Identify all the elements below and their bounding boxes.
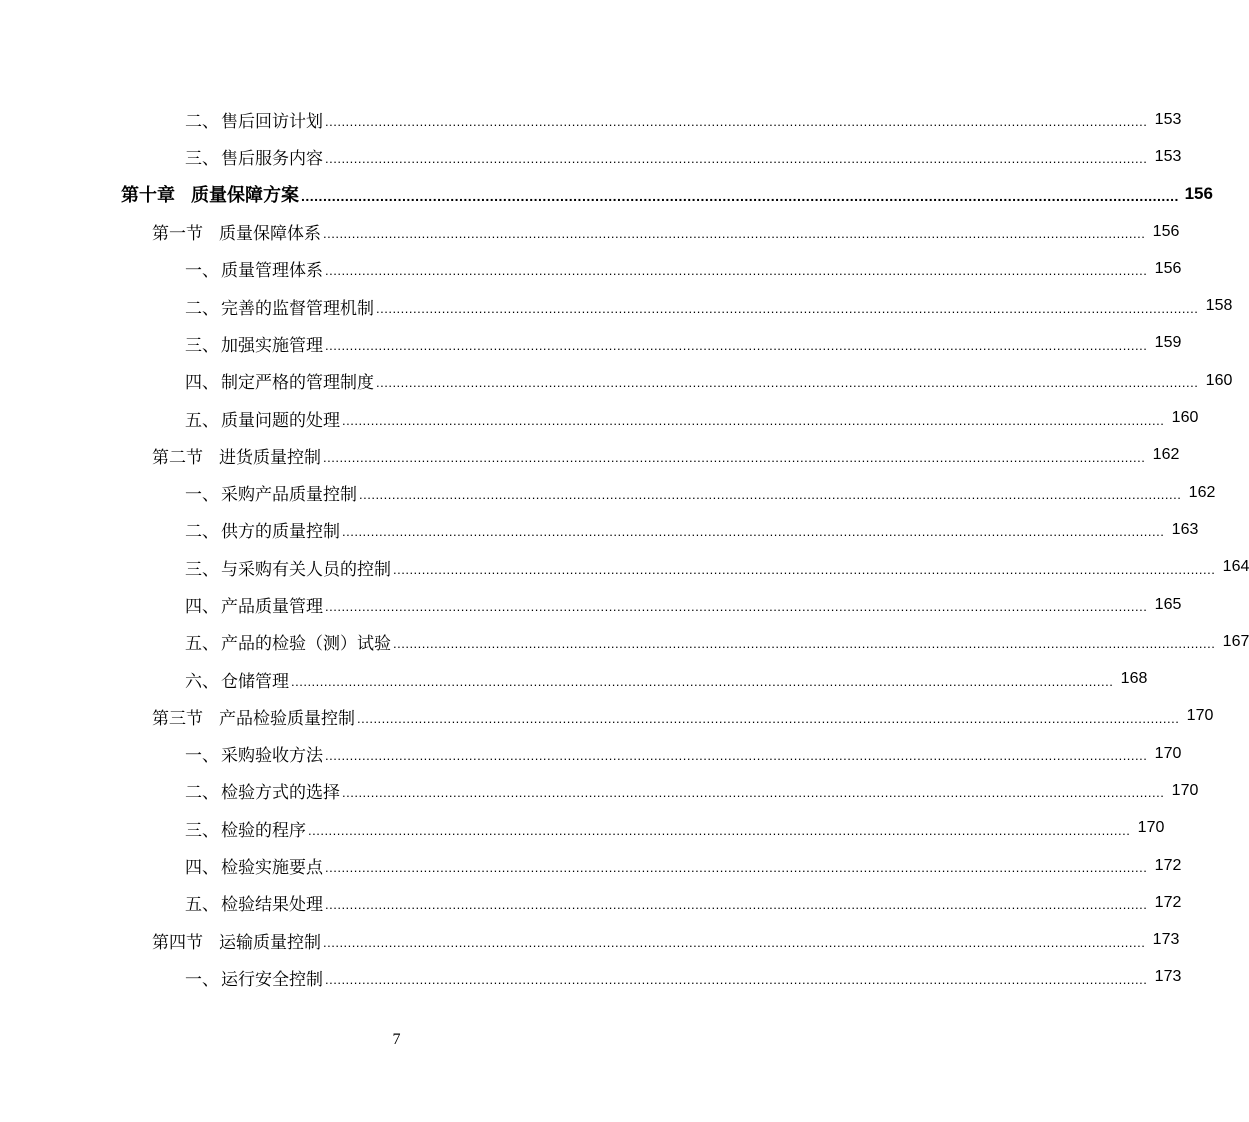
toc-dot-leader: ........................................................................................................................................................................................................ xyxy=(325,748,1148,764)
toc-dot-leader: ........................................................................................................................................................................................................ xyxy=(325,263,1148,279)
toc-entry-number: 一、 xyxy=(185,485,219,506)
toc-entry-number: 三、 xyxy=(185,820,219,841)
toc-dot-leader: ........................................................................................................................................................................................................ xyxy=(291,673,1114,689)
toc-page-number: 170 xyxy=(1137,819,1165,837)
toc-item-row[interactable] xyxy=(0,287,1233,324)
toc-page-number: 170 xyxy=(1186,707,1214,725)
toc-entry-text: 产品检验质量控制 xyxy=(219,708,355,729)
toc-section-row[interactable] xyxy=(0,437,1180,474)
toc-entry-number: 第一节 xyxy=(152,224,203,245)
toc-page-number: 156 xyxy=(1152,222,1180,240)
toc-page-number: 153 xyxy=(1154,110,1182,128)
toc-entry-number: 第三节 xyxy=(152,708,203,729)
toc-item-row[interactable] xyxy=(0,138,1182,175)
toc-entry-title xyxy=(185,741,323,766)
toc-page-number: 173 xyxy=(1154,968,1182,986)
toc-dot-leader: ........................................................................................................................................................................................................ xyxy=(393,561,1216,577)
table-of-contents xyxy=(0,101,1249,996)
toc-entry-title xyxy=(185,629,391,654)
toc-entry-title xyxy=(185,555,391,580)
toc-item-row[interactable] xyxy=(0,884,1182,921)
toc-entry-title xyxy=(185,592,323,617)
toc-item-row[interactable] xyxy=(0,810,1165,847)
toc-entry-text: 检验方式的选择 xyxy=(221,783,340,804)
toc-entry-title xyxy=(185,294,374,319)
toc-page-number: 170 xyxy=(1154,744,1182,762)
toc-dot-leader: ........................................................................................................................................................................................................ xyxy=(325,114,1148,130)
toc-page-number: 156 xyxy=(1154,259,1182,277)
toc-entry-title xyxy=(185,331,323,356)
toc-page-number: 167 xyxy=(1222,632,1249,650)
toc-entry-number: 第四节 xyxy=(152,932,203,953)
toc-page-number: 172 xyxy=(1154,856,1182,874)
toc-dot-leader: ........................................................................................................................................................................................................ xyxy=(393,636,1216,652)
toc-page-number: 160 xyxy=(1205,371,1233,389)
toc-entry-title xyxy=(185,965,323,990)
toc-page-number: 159 xyxy=(1154,334,1182,352)
toc-entry-number: 一、 xyxy=(185,969,219,990)
toc-entry-text: 售后回访计划 xyxy=(221,112,323,133)
toc-entry-text: 检验的程序 xyxy=(221,820,306,841)
toc-entry-number: 一、 xyxy=(185,746,219,767)
toc-entry-text: 制定严格的管理制度 xyxy=(221,373,374,394)
toc-page-number: 153 xyxy=(1154,147,1182,165)
toc-entry-text: 采购验收方法 xyxy=(221,746,323,767)
toc-page-number: 173 xyxy=(1152,931,1180,949)
toc-entry-title xyxy=(185,667,289,692)
toc-entry-text: 质量保障方案 xyxy=(191,185,299,207)
toc-page-number: 158 xyxy=(1205,297,1233,315)
toc-entry-text: 质量问题的处理 xyxy=(221,410,340,431)
toc-entry-text: 运行安全控制 xyxy=(221,969,323,990)
toc-entry-text: 进货质量控制 xyxy=(219,447,321,468)
toc-entry-title xyxy=(121,181,299,207)
toc-dot-leader: ........................................................................................................................................................................................................ xyxy=(357,710,1180,726)
toc-dot-leader: ........................................................................................................................................................................................................ xyxy=(325,860,1148,876)
toc-entry-title xyxy=(152,219,321,244)
toc-entry-text: 与采购有关人员的控制 xyxy=(221,559,391,580)
toc-entry-title xyxy=(185,816,306,841)
toc-dot-leader: ........................................................................................................................................................................................................ xyxy=(359,487,1182,503)
toc-page-number: 165 xyxy=(1154,595,1182,613)
toc-page-number: 168 xyxy=(1120,670,1148,688)
toc-item-row[interactable] xyxy=(0,660,1148,697)
toc-entry-text: 质量保障体系 xyxy=(219,224,321,245)
toc-dot-leader: ........................................................................................................................................................................................................ xyxy=(323,226,1146,242)
toc-page-number: 163 xyxy=(1171,520,1199,538)
toc-dot-leader: ........................................................................................................................................................................................................ xyxy=(376,300,1199,316)
toc-entry-number: 一、 xyxy=(185,261,219,282)
toc-entry-text: 产品的检验（测）试验 xyxy=(221,634,391,655)
toc-entry-text: 采购产品质量控制 xyxy=(221,485,357,506)
page-number: 7 xyxy=(392,1031,401,1048)
toc-entry-title xyxy=(185,778,340,803)
toc-entry-number: 四、 xyxy=(185,373,219,394)
toc-item-row[interactable] xyxy=(0,399,1199,436)
toc-item-row[interactable] xyxy=(0,735,1182,772)
toc-entry-number: 二、 xyxy=(185,783,219,804)
toc-dot-leader: ........................................................................................................................................................................................................ xyxy=(342,785,1165,801)
toc-chapter-row[interactable] xyxy=(0,176,1213,213)
toc-page-number: 156 xyxy=(1184,184,1213,204)
toc-entry-number: 六、 xyxy=(185,671,219,692)
toc-dot-leader: ........................................................................................................................................................................................................ xyxy=(325,897,1148,913)
toc-page-number: 160 xyxy=(1171,409,1199,427)
toc-entry-title xyxy=(152,928,321,953)
toc-entry-number: 四、 xyxy=(185,858,219,879)
toc-item-row[interactable] xyxy=(0,586,1182,623)
toc-page-number: 164 xyxy=(1222,558,1249,576)
toc-entry-text: 加强实施管理 xyxy=(221,335,323,356)
toc-entry-number: 二、 xyxy=(185,522,219,543)
toc-dot-leader: ........................................................................................................................................................................................................ xyxy=(308,822,1131,838)
toc-section-row[interactable] xyxy=(0,922,1180,959)
toc-entry-title xyxy=(185,256,323,281)
toc-entry-title xyxy=(185,107,323,132)
toc-dot-leader: ........................................................................................................................................................................................................ xyxy=(323,934,1146,950)
toc-item-row[interactable] xyxy=(0,959,1182,996)
toc-entry-title xyxy=(185,368,374,393)
toc-entry-title xyxy=(185,144,323,169)
toc-item-row[interactable] xyxy=(0,362,1233,399)
toc-entry-text: 供方的质量控制 xyxy=(221,522,340,543)
toc-entry-number: 三、 xyxy=(185,149,219,170)
toc-item-row[interactable] xyxy=(0,847,1182,884)
toc-item-row[interactable] xyxy=(0,474,1216,511)
toc-dot-leader: ........................................................................................................................................................................................................ xyxy=(342,524,1165,540)
toc-item-row[interactable] xyxy=(0,511,1199,548)
toc-item-row[interactable] xyxy=(0,549,1249,586)
toc-entry-number: 第二节 xyxy=(152,447,203,468)
toc-entry-text: 检验结果处理 xyxy=(221,895,323,916)
toc-entry-title xyxy=(185,853,323,878)
toc-item-row[interactable] xyxy=(0,325,1182,362)
toc-entry-text: 运输质量控制 xyxy=(219,932,321,953)
toc-section-row[interactable] xyxy=(0,698,1214,735)
toc-dot-leader: ........................................................................................................................................................................................................ xyxy=(325,599,1148,614)
toc-entry-number: 二、 xyxy=(185,112,219,133)
toc-entry-number: 第十章 xyxy=(121,185,175,207)
toc-entry-number: 三、 xyxy=(185,559,219,580)
toc-entry-title xyxy=(152,443,321,468)
toc-page-number: 170 xyxy=(1171,781,1199,799)
toc-entry-number: 五、 xyxy=(185,634,219,655)
toc-dot-leader: ........................................................................................................................................................................................................ xyxy=(325,971,1148,987)
toc-entry-text: 质量管理体系 xyxy=(221,261,323,282)
toc-entry-title xyxy=(185,890,323,915)
toc-entry-number: 三、 xyxy=(185,335,219,356)
toc-entry-text: 仓储管理 xyxy=(221,671,289,692)
toc-entry-title xyxy=(185,517,340,542)
toc-entry-title xyxy=(152,704,355,729)
toc-entry-text: 完善的监督管理机制 xyxy=(221,298,374,319)
toc-entry-number: 五、 xyxy=(185,895,219,916)
toc-dot-leader: ........................................................................................................................................................................................................ xyxy=(325,337,1148,353)
toc-item-row[interactable] xyxy=(0,250,1182,287)
toc-item-row[interactable] xyxy=(0,623,1249,660)
toc-dot-leader: ........................................................................................................................................................................................................ xyxy=(376,375,1199,391)
toc-dot-leader: ........................................................................................................................................................................................................ xyxy=(323,449,1146,465)
toc-section-row[interactable] xyxy=(0,213,1180,250)
toc-entry-title xyxy=(185,480,357,505)
toc-page-number: 172 xyxy=(1154,893,1182,911)
toc-dot-leader: ........................................................................................................................................................................................................ xyxy=(325,151,1148,167)
toc-item-row[interactable] xyxy=(0,772,1199,809)
toc-dot-leader: ........................................................................................................................................................................................................ xyxy=(342,412,1165,428)
toc-entry-text: 售后服务内容 xyxy=(221,149,323,170)
toc-page-number: 162 xyxy=(1152,446,1180,464)
toc-entry-number: 二、 xyxy=(185,298,219,319)
toc-entry-title xyxy=(185,406,340,431)
toc-entry-number: 五、 xyxy=(185,410,219,431)
toc-entry-text: 产品质量管理 xyxy=(221,597,323,617)
toc-entry-number: 四、 xyxy=(185,597,219,617)
toc-item-row[interactable] xyxy=(0,101,1182,138)
toc-dot-leader: ........................................................................................................................................................................................................ xyxy=(301,188,1179,205)
toc-page-number: 162 xyxy=(1188,483,1216,501)
toc-entry-text: 检验实施要点 xyxy=(221,858,323,879)
